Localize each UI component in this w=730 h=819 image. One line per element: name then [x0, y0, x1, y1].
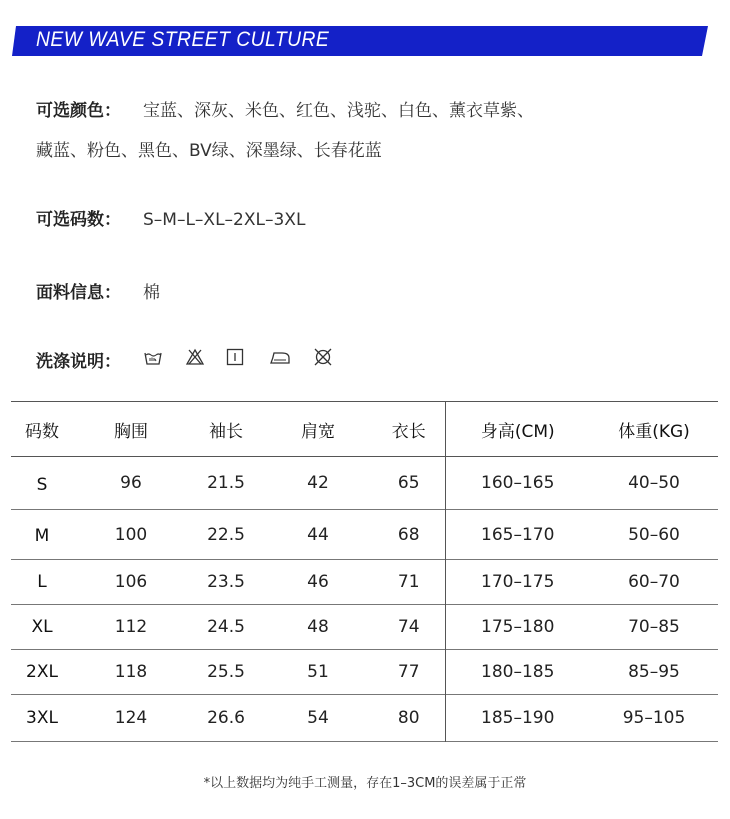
sizes-row: [36, 205, 305, 230]
table-row: [11, 650, 718, 695]
cell-weight: 70–85: [628, 617, 680, 637]
table-row: [11, 457, 718, 510]
cell-length: 77: [397, 662, 420, 682]
cell-shoulder: 42: [307, 473, 329, 493]
cell-size: 3XL: [26, 708, 58, 728]
measurement-note: *以上数据均为纯手工测量，存在1–3CM的误差属于正常: [203, 776, 527, 791]
cell-shoulder: 51: [307, 662, 329, 682]
header-shoulder: 肩宽: [263, 402, 373, 457]
cell-height: 185–190: [445, 695, 590, 742]
fabric-value: 棉: [143, 283, 160, 303]
cell-weight: 95–105: [622, 708, 686, 728]
line-dry-icon: [225, 347, 245, 367]
cell-chest: 124: [114, 708, 148, 728]
cell-length: 80: [397, 708, 420, 728]
cell-size: M: [34, 526, 50, 546]
cell-shoulder: 54: [307, 708, 329, 728]
header-sleeve: 袖长: [189, 402, 263, 457]
cell-height: 165–170: [445, 510, 590, 560]
cell-height: 175–180: [445, 605, 590, 650]
cell-size: S: [36, 475, 48, 495]
iron-low-icon: [269, 347, 291, 367]
colors-line1: 宝蓝、深灰、米色、红色、浅驼、白色、薰衣草紫、: [143, 101, 534, 121]
cell-shoulder: 44: [307, 524, 329, 545]
cell-size: L: [37, 572, 47, 592]
cell-size: XL: [31, 617, 53, 637]
banner-title: NEW WAVE STREET CULTURE: [36, 28, 330, 51]
cell-height: 180–185: [445, 650, 590, 695]
fabric-label: 面料信息：: [36, 283, 121, 303]
do-not-dry-clean-icon: [313, 347, 333, 367]
washing-row: [36, 347, 143, 372]
cell-sleeve: 25.5: [207, 662, 245, 682]
header-banner: [12, 26, 708, 56]
cell-chest: 112: [114, 617, 148, 637]
cell-length: 74: [397, 617, 420, 637]
cell-sleeve: 22.5: [207, 524, 245, 545]
hand-wash-icon: [143, 347, 163, 367]
cell-shoulder: 46: [307, 572, 329, 592]
do-not-bleach-icon: [185, 347, 205, 367]
washing-label: 洗涤说明：: [36, 352, 121, 372]
fabric-row: [36, 278, 160, 303]
header-length: 衣长: [373, 402, 445, 457]
table-row: [11, 510, 718, 560]
cell-sleeve: 23.5: [207, 572, 245, 592]
cell-weight: 50–60: [628, 524, 680, 545]
cell-weight: 85–95: [628, 662, 680, 682]
cell-chest: 96: [120, 473, 142, 493]
sizes-value: S–M–L–XL–2XL–3XL: [143, 210, 306, 230]
colors-label: 可选颜色：: [36, 101, 121, 121]
size-table: [11, 401, 718, 742]
cell-chest: 118: [114, 662, 148, 682]
table-header-row: [11, 402, 718, 457]
cell-weight: 40–50: [628, 473, 680, 493]
sizes-label: 可选码数：: [36, 210, 121, 230]
colors-line2: 藏蓝、粉色、黑色、BV绿、深墨绿、长春花蓝: [36, 141, 382, 161]
cell-length: 71: [397, 572, 420, 592]
table-row: [11, 695, 718, 742]
cell-sleeve: 24.5: [207, 617, 245, 637]
cell-length: 65: [397, 473, 420, 493]
table-row: [11, 560, 718, 605]
header-chest: 胸围: [73, 402, 189, 457]
cell-size: 2XL: [26, 662, 58, 682]
cell-height: 160–165: [445, 457, 590, 510]
colors-row: [36, 96, 534, 121]
cell-height: 170–175: [445, 560, 590, 605]
cell-chest: 106: [114, 572, 148, 592]
cell-sleeve: 26.6: [207, 708, 245, 728]
cell-shoulder: 48: [307, 617, 329, 637]
header-weight: 体重(KG): [590, 402, 718, 457]
header-height: 身高(CM): [445, 402, 590, 457]
cell-weight: 60–70: [628, 572, 680, 592]
table-row: [11, 605, 718, 650]
header-size: 码数: [11, 402, 73, 457]
cell-chest: 100: [114, 524, 148, 545]
cell-length: 68: [397, 524, 420, 545]
cell-sleeve: 21.5: [207, 473, 245, 493]
